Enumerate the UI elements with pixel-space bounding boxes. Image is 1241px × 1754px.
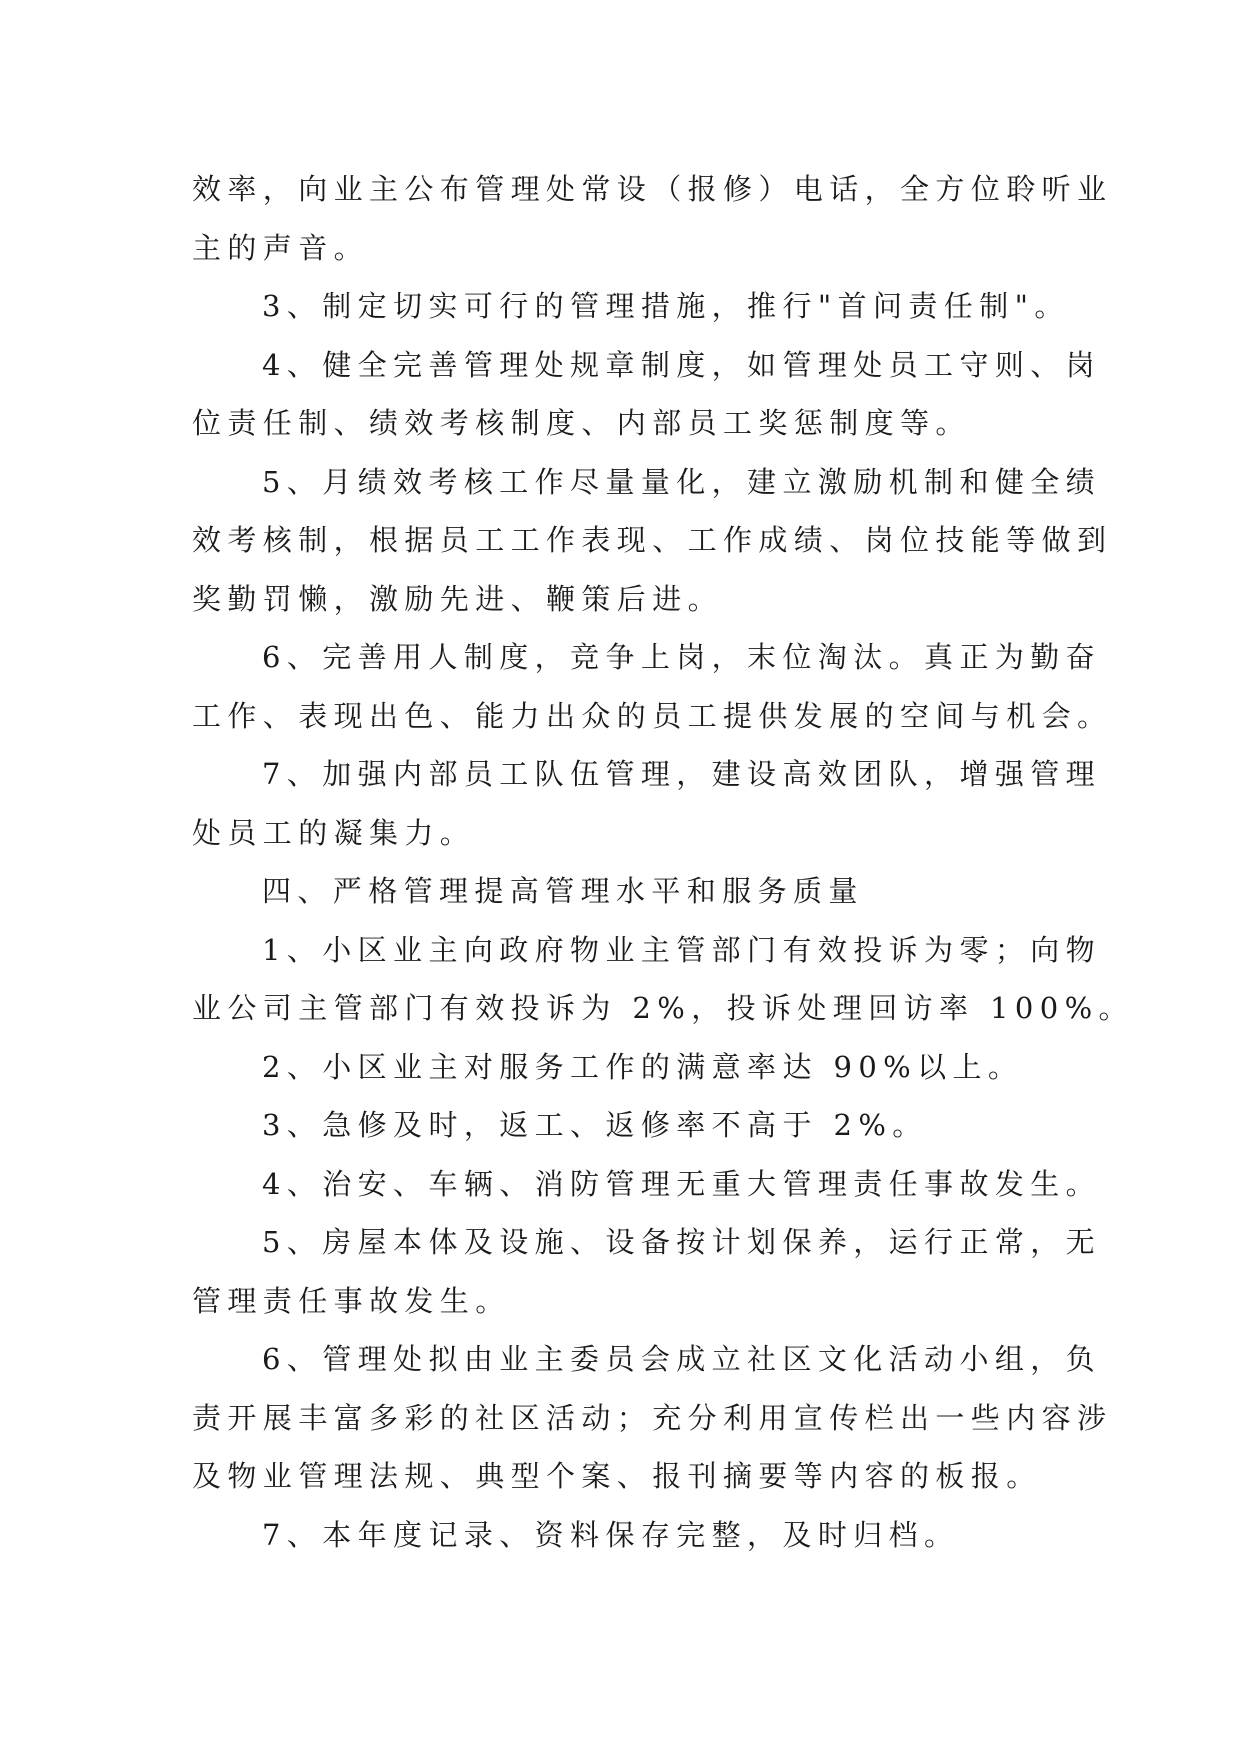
text-line: 2、小区业主对服务工作的满意率达 90%以上。 [262,1049,1024,1084]
text-line: 4、健全完善管理处规章制度，如管理处员工守则、岗 [262,347,1102,382]
text-line: 7、加强内部员工队伍管理，建设高效团队，增强管理 [262,757,1102,791]
text-line: 4、治安、车辆、消防管理无重大管理责任事故发生。 [262,1166,1102,1201]
document-body [192,160,1134,1564]
text-line: 责开展丰富多彩的社区活动；充分利用宣传栏出一些内容涉 [192,1400,1113,1435]
text-line: 7、本年度记录、资料保存完整，及时归档。 [262,1517,960,1552]
text-line: 主的声音。 [192,230,370,265]
text-line: 效考核制，根据员工工作表现、工作成绩、岗位技能等做到 [192,523,1113,557]
text-line: 3、急修及时，返工、返修率不高于 2%。 [262,1108,928,1142]
text-line: 位责任制、绩效考核制度、内部员工奖惩制度等。 [192,406,971,440]
text-line: 3、制定切实可行的管理措施，推行"首问责任制"。 [262,289,1070,323]
text-line: 5、月绩效考核工作尽量量化，建立激励机制和健全绩 [262,464,1102,499]
text-line: 6、管理处拟由业主委员会成立社区文化活动小组，负 [262,1342,1102,1376]
text-line: 6、完善用人制度，竞争上岗，末位淘汰。真正为勤奋 [262,640,1102,674]
text-line: 处员工的凝集力。 [192,815,476,850]
text-line: 业公司主管部门有效投诉为 2%，投诉处理回访率 100%。 [192,991,1134,1025]
text-line: 管理责任事故发生。 [192,1283,511,1318]
text-line: 及物业管理法规、典型个案、报刊摘要等内容的板报。 [192,1459,1042,1493]
text-line: 效率，向业主公布管理处常设（报修）电话，全方位聆听业 [192,172,1113,206]
section-heading: 四、严格管理提高管理水平和服务质量 [262,874,864,908]
text-line: 奖勤罚懒，激励先进、鞭策后进。 [192,581,724,616]
text-line: 1、小区业主向政府物业主管部门有效投诉为零；向物 [262,932,1102,967]
text-line: 工作、表现出色、能力出众的员工提供发展的空间与机会。 [192,698,1113,733]
text-line: 5、房屋本体及设施、设备按计划保养，运行正常，无 [262,1225,1102,1259]
